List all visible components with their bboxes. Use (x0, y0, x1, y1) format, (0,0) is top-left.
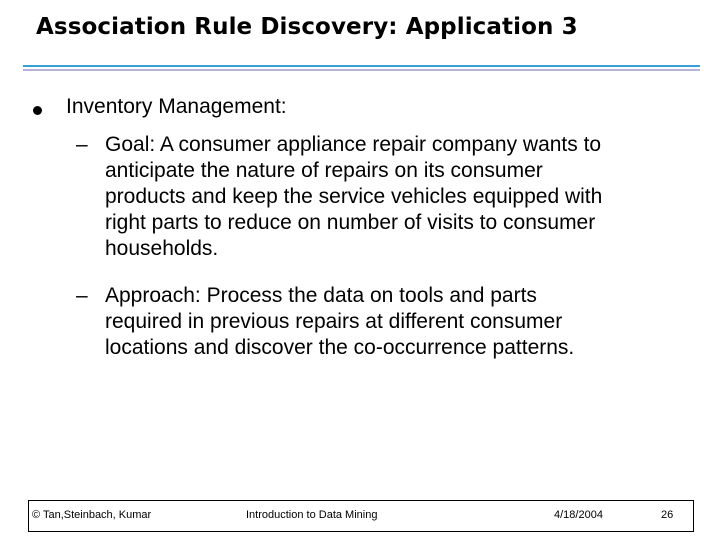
slide-footer (28, 500, 694, 532)
sub-bullet-approach (105, 283, 705, 361)
bullet-heading: Inventory Management: (66, 95, 287, 118)
goal-line: anticipate the nature of repairs on its consumer (105, 159, 543, 182)
bullet-dot-icon (33, 106, 42, 115)
approach-line: locations and discover the co-occurrence patterns. (105, 336, 575, 359)
goal-line: right parts to reduce on number of visits to consumer (105, 211, 596, 234)
slide-title: Association Rule Discovery: Application 3 (36, 14, 578, 40)
title-rule-bottom (23, 69, 700, 71)
approach-line: required in previous repairs at different consumer (105, 310, 563, 333)
dash-icon: – (76, 284, 88, 307)
footer-date: 4/18/2004 (554, 509, 603, 521)
goal-line: products and keep the service vehicles equipped with (105, 185, 603, 208)
approach-line: Approach: Process the data on tools and parts (105, 284, 537, 307)
dash-icon: – (76, 133, 88, 156)
sub-bullet-goal (105, 132, 705, 262)
title-rule-top (23, 65, 700, 67)
footer-copyright: © Tan,Steinbach, Kumar (32, 509, 152, 521)
footer-page-number: 26 (661, 509, 674, 521)
goal-line: households. (105, 237, 219, 260)
footer-course: Introduction to Data Mining (246, 509, 378, 521)
goal-line: Goal: A consumer appliance repair company wants to (105, 133, 602, 156)
